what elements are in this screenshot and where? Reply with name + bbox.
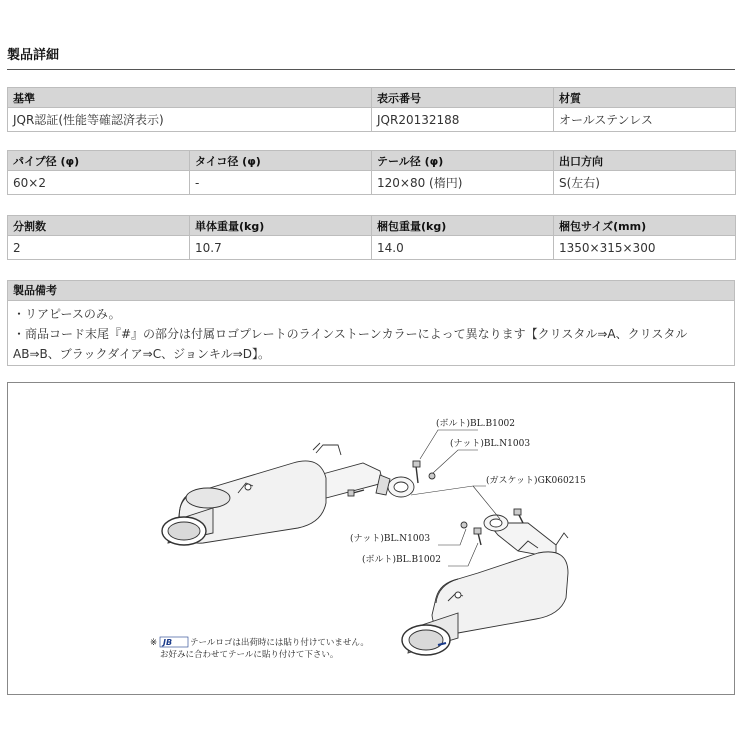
header-package-weight: 梱包重量(kg): [372, 216, 554, 236]
value-unit-weight: 10.7: [190, 236, 372, 260]
header-tail-diameter: テール径 (φ): [372, 151, 554, 171]
value-standard: JQR認証(性能等確認済表示): [8, 108, 372, 132]
spec-table-weights: [7, 215, 736, 260]
note-line: ・商品コード末尾『#』の部分は付属ロゴプレートのラインストーンカラーによって異なります【クリスタル⇒A、クリスタルAB⇒B、ブラックダイア⇒C、ジョンキル⇒D】。: [13, 327, 688, 361]
label-nut-top: (ナット)BL.N1003: [450, 439, 531, 449]
exhaust-diagram: [7, 382, 735, 695]
label-bolt-top: (ボルト)BL.B1002: [436, 419, 515, 429]
value-package-weight: 14.0: [372, 236, 554, 260]
footnote-line1: テールロゴは出荷時には貼り付けていません。: [190, 638, 369, 648]
spec-table-standard: [7, 87, 736, 132]
value-material: オールステンレス: [554, 108, 736, 132]
header-material: 材質: [554, 88, 736, 108]
label-bolt-bottom: (ボルト)BL.B1002: [362, 555, 441, 565]
header-display-number: 表示番号: [372, 88, 554, 108]
label-gasket: (ガスケット)GK060215: [486, 476, 586, 486]
bolt-top-left: [348, 490, 364, 496]
notes-title: 製品備考: [8, 281, 734, 301]
spec-table-dimensions: [7, 150, 736, 195]
exhaust-diagram-svg: [8, 383, 736, 696]
header-exit-direction: 出口方向: [554, 151, 736, 171]
note-line: ・リアピースのみ。: [13, 307, 121, 321]
value-muffler-diameter: -: [190, 171, 372, 195]
value-display-number: JQR20132188: [372, 108, 554, 132]
value-pipe-diameter: 60×2: [8, 171, 190, 195]
jb-logo-text: JB: [163, 638, 173, 647]
footnote-line2: お好みに合わせてテールに貼り付けて下さい。: [160, 650, 339, 660]
header-pipe-diameter: パイプ径 (φ): [8, 151, 190, 171]
section-title: 製品詳細: [7, 44, 735, 70]
value-split-count: 2: [8, 236, 190, 260]
header-package-size: 梱包サイズ(mm): [554, 216, 736, 236]
value-package-size: 1350×315×300: [554, 236, 736, 260]
header-muffler-diameter: タイコ径 (φ): [190, 151, 372, 171]
header-unit-weight: 単体重量(kg): [190, 216, 372, 236]
value-tail-diameter: 120×80 (楕円): [372, 171, 554, 195]
label-nut-bottom: (ナット)BL.N1003: [350, 534, 431, 544]
header-standard: 基準: [8, 88, 372, 108]
leader-lines: [411, 430, 500, 566]
product-notes: [7, 280, 735, 366]
value-exit-direction: S(左右): [554, 171, 736, 195]
footnote-mark: ※: [150, 638, 158, 648]
left-muffler: [162, 443, 414, 545]
bolt-top-right: [413, 461, 435, 483]
header-split-count: 分割数: [8, 216, 190, 236]
